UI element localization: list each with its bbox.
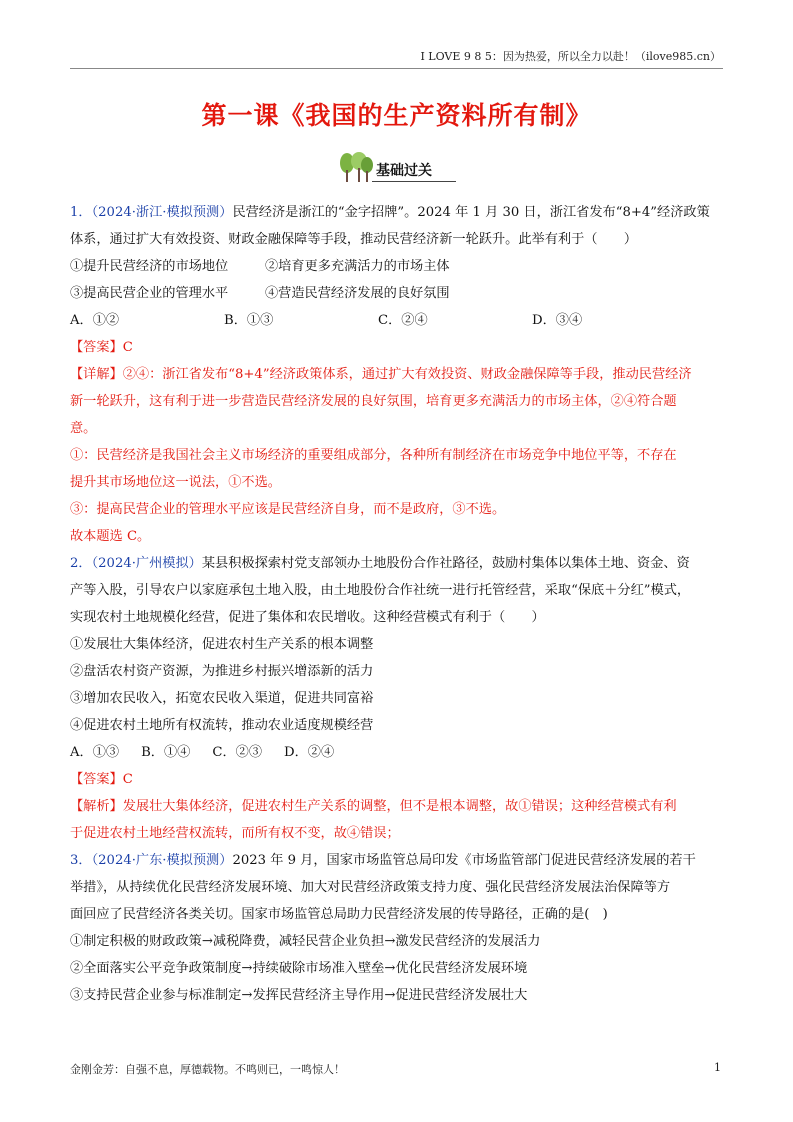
q3-stem: 3．（2024·广东·模拟预测）2023 年 9 月，国家市场监管总局印发《市场监管部门促进民营经济发展的若干 bbox=[70, 853, 696, 868]
q1-stem: 1．（2024·浙江·模拟预测）民营经济是浙江的“金字招牌”。2024 年 1 月 30 日，浙江省发布“8+4”经济政策 bbox=[70, 205, 710, 220]
q1-source: （2024·浙江·模拟预测） bbox=[91, 205, 233, 220]
tree-icon bbox=[336, 152, 376, 184]
q3-source: （2024·广东·模拟预测） bbox=[91, 853, 233, 868]
section-label: 基础过关 bbox=[376, 163, 432, 179]
q1-statements-a: ①提升民营经济的市场地位 ②培育更多充满活力的市场主体 bbox=[70, 259, 450, 274]
q1-conclusion: 故本题选 C。 bbox=[70, 529, 151, 544]
page-footer: 金刚金芳：自强不息，厚德载物。不鸣则已，一鸣惊人！ bbox=[70, 1063, 345, 1076]
q2-source: （2024·广州模拟） bbox=[91, 556, 202, 571]
page-title: 第一课《我国的生产资料所有制》 bbox=[201, 101, 592, 130]
header-divider bbox=[70, 68, 723, 69]
section-underline bbox=[372, 181, 456, 182]
q2-options: A．①③ B．①④ C．②③ D．②④ bbox=[70, 745, 335, 760]
section-heading bbox=[336, 152, 456, 184]
q1-options: A．①② B．①③ C．②④ D．③④ bbox=[70, 313, 583, 328]
q1-statements-b: ③提高民营企业的管理水平 ④营造民营经济发展的良好氛围 bbox=[70, 286, 450, 301]
page-header: I LOVE 9 8 5：因为热爱，所以全力以赴！（ilove985.cn） bbox=[420, 50, 721, 63]
q2-stem: 2．（2024·广州模拟）某县积极探索村党支部领办土地股份合作社路径，鼓励村集体以集体土地、资金、资 bbox=[70, 556, 690, 571]
question-content: 1．（2024·浙江·模拟预测）民营经济是浙江的“金字招牌”。2024 年 1 月 30 日，浙江省发布“8+4”经济政策 体系，通过扩大有效投资、财政金融保障等手段，推动民营经济新一轮跃升。此举有利于（ ） ①提升民营经济的市场地位 ②培育更多充满活力的市场主体 ③提高民营企业的管理水平 ④营造民营经济发展的良好氛围 A．①② B．①③ C．②④ D．③④ 【答案】C 【详解】②④：浙江省发布“8+4”经济政策体系，通过扩大有效投资、财政金融保障等手段，推动民营经济 新一轮跃升，这有利于进一步营造民营经济发展的良好氛围，培育更多充满活力的市场主体，②④符合题 意。 ①：民营经济是我国社会主义市场经济的重要组成部分，各种所有制经济在市场竞争中地位平等，不存在 提升其市场地位这一说法，①不选。 ③：提高民营企业的管理水平应该是民营经济自身，而不是政府，③不选。 故本题选 C。 2．（2024·广州模拟）某县积极探索村党支部领办土地股份合作社路径，鼓励村集体以集体土地、资金、资 产等入股，引导农户以家庭承包土地入股，由土地股份合作社统一进行托管经营，采取“保底＋分红”模式， 实现农村土地规模化经营，促进了集体和农民增收。这种经营模式有利于（ ） ①发展壮大集体经济，促进农村生产关系的根本调整 ②盘活农村资产资源，为推进乡村振兴增添新的活力 ③增加农民收入，拓宽农民收入渠道，促进共同富裕 ④促进农村土地所有权流转，推动农业适度规模经营 A．①③ B．①④ C．②③ D．②④ 【答案】C 【解析】发展壮大集体经济，促进农村生产关系的调整，但不是根本调整，故①错误；这种经营模式有利 于促进农村土地经营权流转，而所有权不变，故④错误； 3．（2024·广东·模拟预测）2023 年 9 月，国家市场监管总局印发《市场监管部门促进民营经济发展的若干 举措》，从持续优化民营经济发展环境、加大对民营经济政策支持力度、强化民营经济发展法治保障等方 面回应了民营经济各类关切。国家市场监管总局助力民营经济发展的传导路径，正确的是( ) ①制定积极的财政政策→减税降费，减轻民营企业负担→激发民营经济的发展活力 ②全面落实公平竞争政策制度→持续破除市场准入壁垒→优化民营经济发展环境 ③支持民营企业参与标准制定→发挥民营经济主导作用→促进民营经济发展壮大 bbox=[70, 199, 723, 1009]
q1-answer: 【答案】C bbox=[70, 340, 133, 355]
page-number: 1 bbox=[714, 1061, 721, 1074]
q2-answer: 【答案】C bbox=[70, 772, 133, 787]
